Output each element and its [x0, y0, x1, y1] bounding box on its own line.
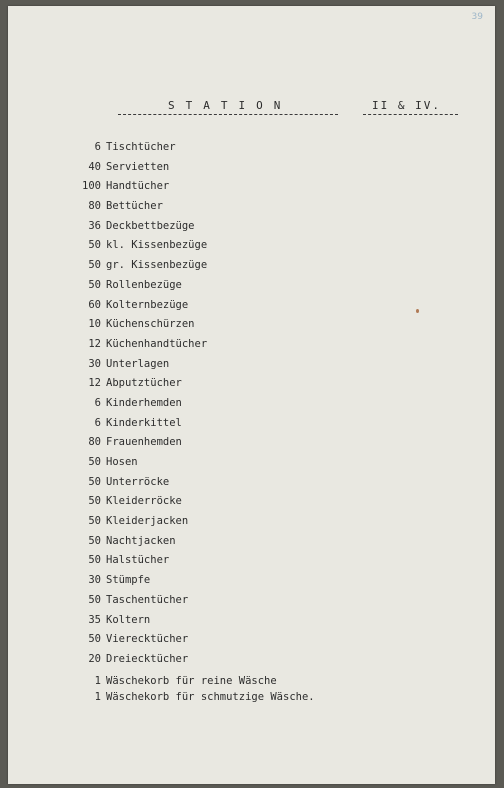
item-name: Bettücher [106, 200, 163, 213]
item-name: Rollenbezüge [106, 278, 182, 291]
item-name: Vierecktücher [106, 633, 189, 646]
item-quantity: 50 [88, 278, 101, 291]
list-item [8, 335, 495, 355]
item-quantity: 50 [88, 593, 101, 606]
list-item [8, 512, 495, 532]
list-item [8, 532, 495, 552]
item-quantity: 50 [88, 554, 101, 567]
list-item [8, 217, 495, 237]
item-name: Hosen [106, 456, 138, 468]
station-number-underline [363, 114, 458, 115]
item-name: Dreiecktücher [106, 652, 189, 665]
item-name: Wäschekorb für reine Wäsche [106, 674, 277, 687]
item-quantity: 60 [88, 298, 101, 311]
list-item [8, 473, 495, 493]
item-quantity: 100 [82, 180, 101, 193]
list-item [8, 414, 495, 434]
station-number: II & IV. [372, 99, 441, 112]
list-item [8, 611, 495, 631]
item-name: Taschentücher [106, 593, 189, 606]
item-name: Deckbettbezüge [106, 219, 195, 232]
item-quantity: 50 [88, 259, 101, 272]
document-page [8, 6, 495, 784]
list-item [8, 296, 495, 316]
list-item [8, 236, 495, 256]
item-name: kl. Kissenbezüge [106, 239, 208, 252]
station-title: STATION [168, 99, 292, 112]
item-name: Nachtjacken [106, 534, 176, 547]
item-quantity: 35 [88, 613, 101, 626]
item-quantity: 50 [88, 633, 101, 646]
item-quantity: 50 [88, 515, 101, 528]
item-name: Wäschekorb für schmutzige Wäsche. [106, 690, 315, 703]
item-quantity: 12 [88, 377, 101, 390]
list-item [8, 492, 495, 512]
item-name: Kleiderjacken [106, 515, 189, 528]
item-quantity: 12 [88, 337, 101, 350]
list-item [8, 433, 495, 453]
list-item [8, 138, 495, 158]
item-name: gr. Kissenbezüge [106, 259, 208, 272]
item-name: Frauenhemden [106, 436, 182, 449]
item-name: Tischtücher [106, 141, 176, 153]
list-item [8, 571, 495, 591]
item-quantity: 40 [88, 160, 101, 173]
list-item [8, 630, 495, 650]
item-quantity: 20 [88, 652, 101, 665]
item-name: Kinderkittel [106, 416, 182, 429]
item-quantity: 50 [88, 239, 101, 252]
item-name: Halstücher [106, 554, 170, 567]
item-name: Unterlagen [106, 357, 170, 370]
item-quantity: 80 [88, 200, 101, 213]
item-quantity: 30 [88, 574, 101, 587]
item-quantity: 1 [94, 674, 101, 687]
list-item [8, 374, 495, 394]
item-name: Küchenschürzen [106, 318, 195, 331]
item-name: Abputztücher [106, 377, 182, 390]
title-underline [118, 114, 338, 115]
item-name: Unterröcke [106, 475, 170, 488]
list-item [8, 650, 495, 670]
item-name: Servietten [106, 160, 170, 173]
item-name: Handtücher [106, 180, 170, 193]
item-name: Küchenhandtücher [106, 337, 208, 350]
list-item [8, 689, 495, 705]
list-item [8, 315, 495, 335]
list-item [8, 591, 495, 611]
item-name: Kleiderröcke [106, 495, 182, 508]
list-item [8, 276, 495, 296]
list-item [8, 453, 495, 473]
item-name: Kolternbezüge [106, 298, 189, 311]
item-name: Kinderhemden [106, 396, 182, 409]
list-item [8, 673, 495, 689]
item-quantity: 80 [88, 436, 101, 449]
item-quantity: 36 [88, 219, 101, 232]
item-quantity: 10 [88, 318, 101, 331]
paper-stain [416, 309, 419, 313]
list-item [8, 256, 495, 276]
list-item [8, 355, 495, 375]
inventory-list [8, 138, 495, 705]
item-quantity: 50 [88, 495, 101, 508]
page-number: 39 [471, 12, 483, 22]
list-item [8, 158, 495, 178]
item-quantity: 50 [88, 534, 101, 547]
list-item [8, 177, 495, 197]
item-quantity: 30 [88, 357, 101, 370]
item-quantity: 6 [94, 141, 101, 153]
item-name: Stümpfe [106, 574, 151, 587]
list-item [8, 197, 495, 217]
item-quantity: 1 [94, 690, 101, 703]
item-quantity: 6 [94, 396, 101, 409]
list-item [8, 551, 495, 571]
item-quantity: 50 [88, 475, 101, 488]
item-name: Koltern [106, 613, 151, 626]
list-item [8, 394, 495, 414]
item-quantity: 6 [94, 416, 101, 429]
item-quantity: 50 [88, 456, 101, 468]
